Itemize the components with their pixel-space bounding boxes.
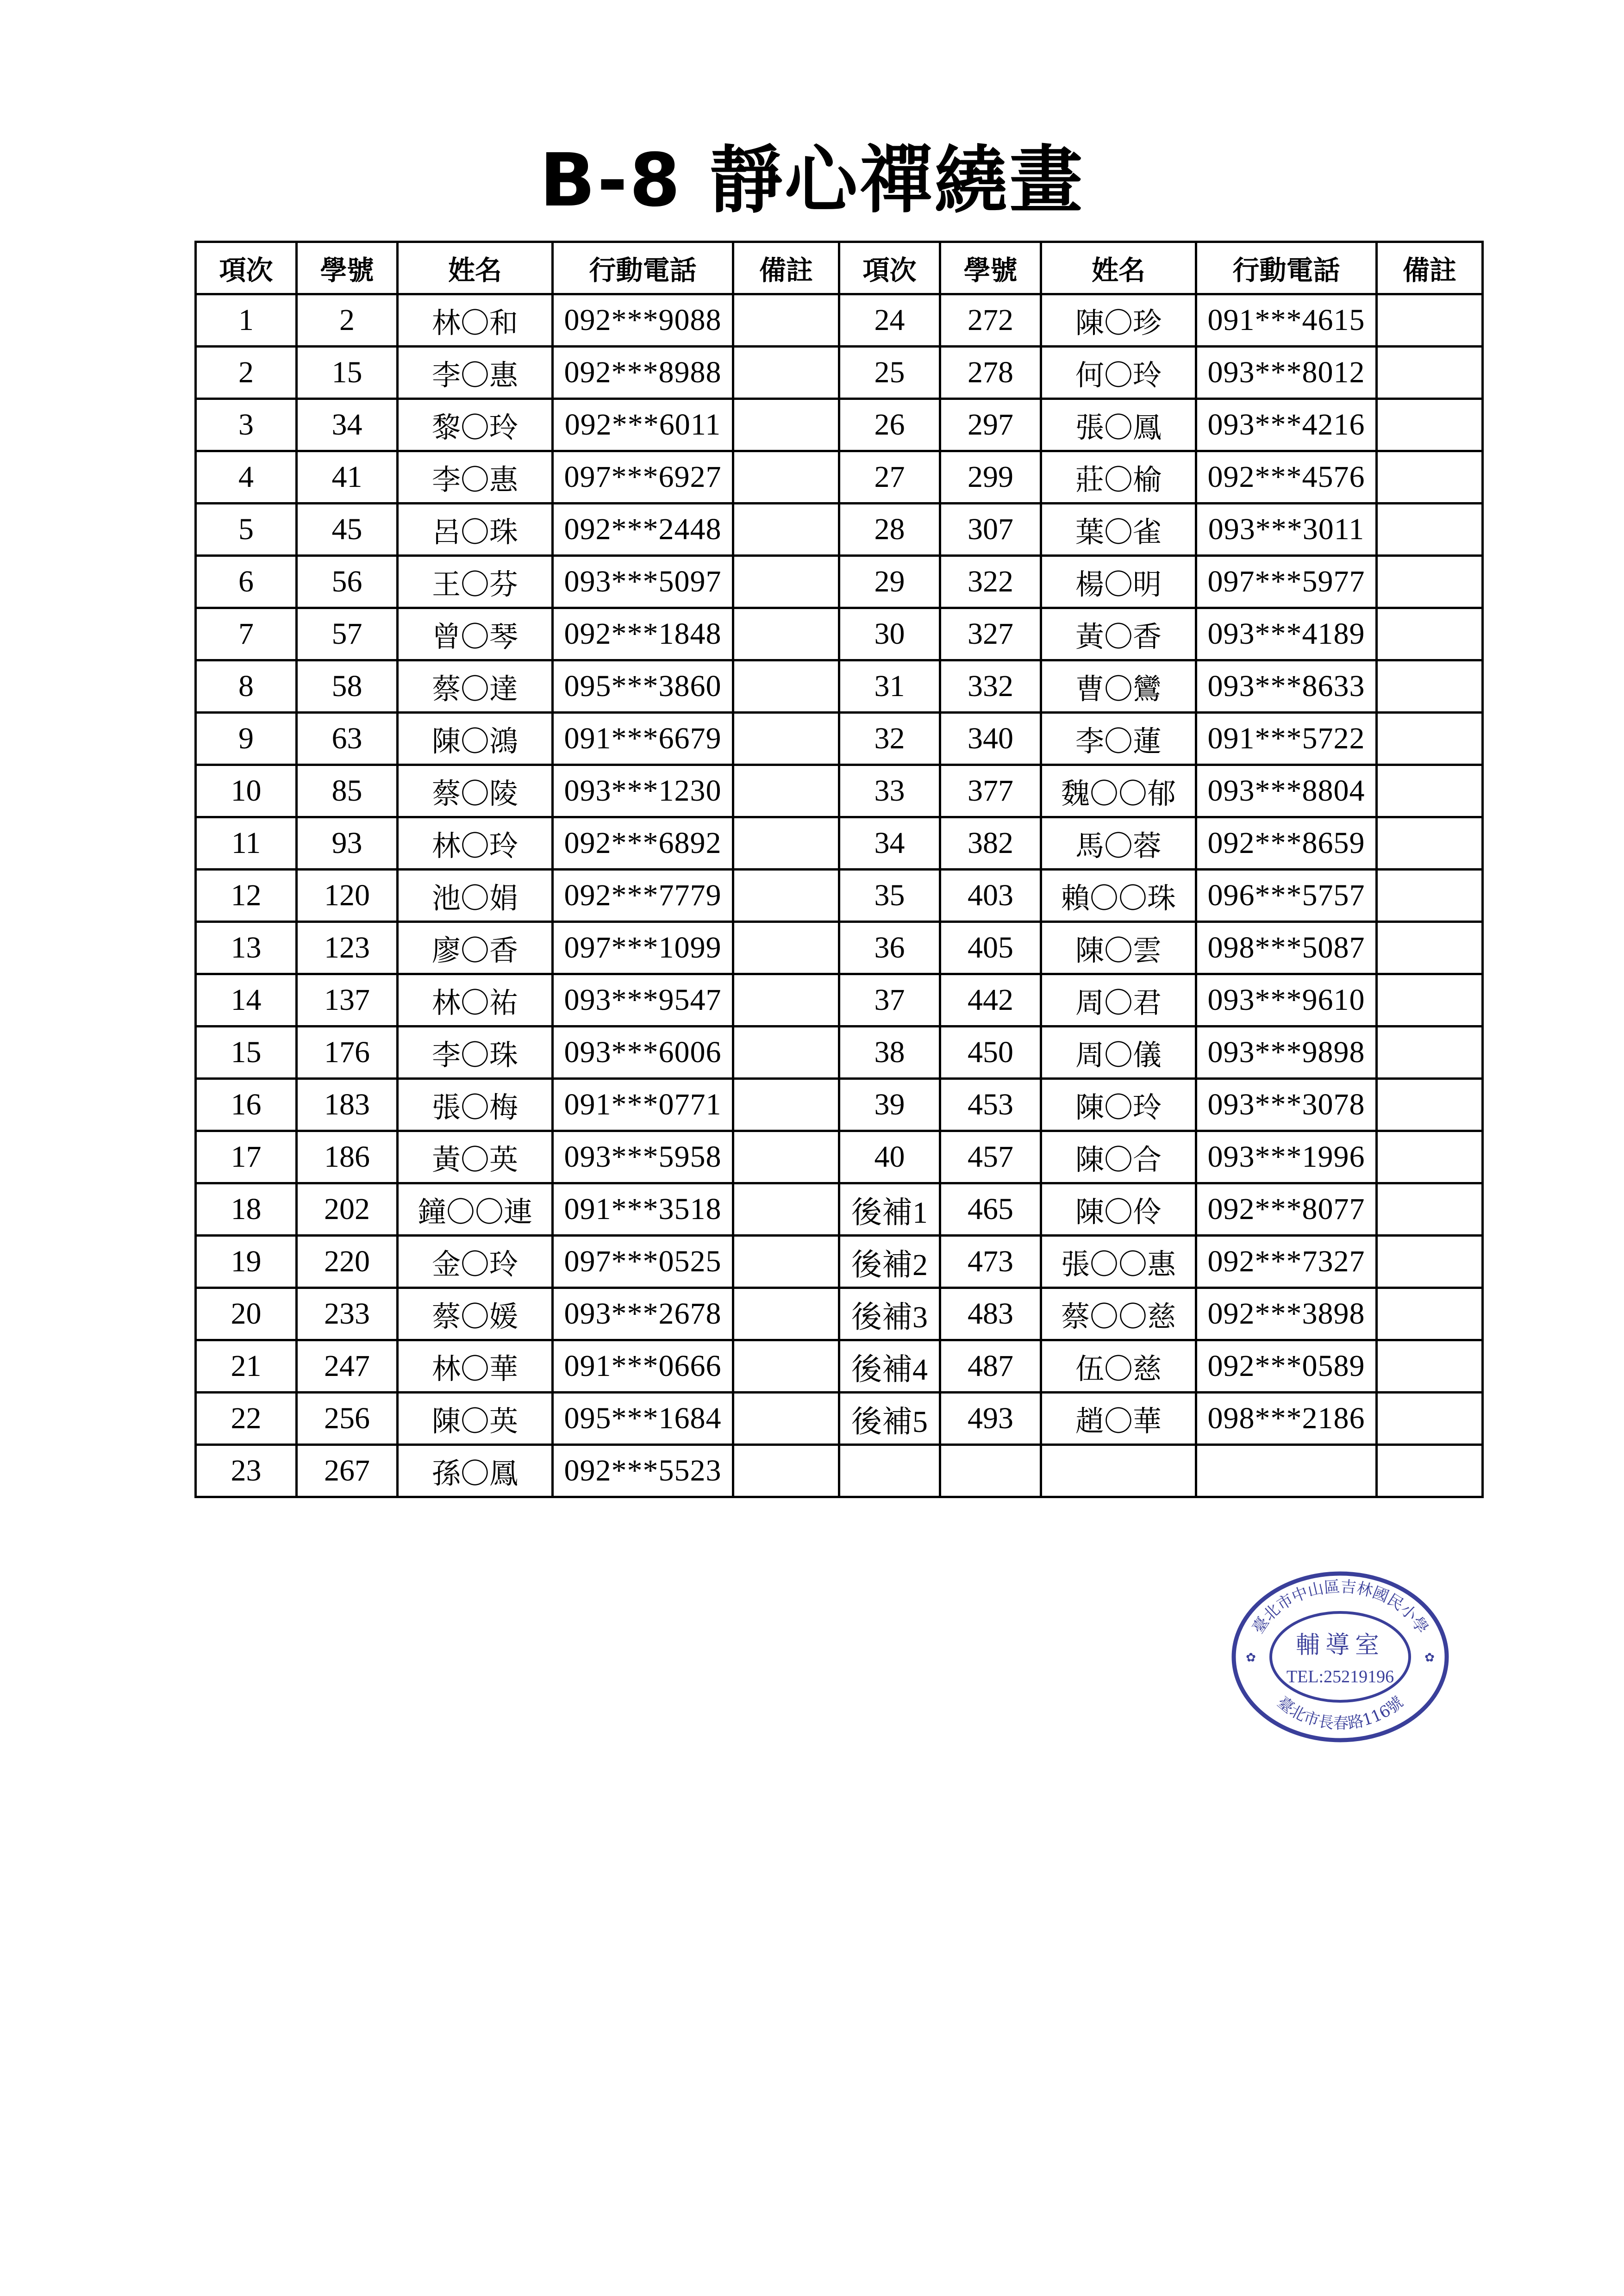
right-student-name-cell: 陳〇合 bbox=[1041, 1131, 1196, 1183]
right-remarks-cell bbox=[1377, 451, 1483, 504]
left-student-id-cell: 34 bbox=[297, 399, 398, 451]
right-student-name-cell: 趙〇華 bbox=[1041, 1393, 1196, 1445]
left-student-id-cell: 63 bbox=[297, 713, 398, 765]
right-item-number-cell: 30 bbox=[839, 608, 940, 660]
right-student-name-cell: 葉〇雀 bbox=[1041, 504, 1196, 556]
left-mobile-phone-cell: 092***9088 bbox=[553, 294, 733, 347]
left-student-name-cell: 孫〇鳳 bbox=[398, 1445, 553, 1497]
right-item-number-cell: 33 bbox=[839, 765, 940, 817]
right-student-name-cell: 蔡〇〇慈 bbox=[1041, 1288, 1196, 1340]
table-row bbox=[196, 765, 1483, 817]
right-mobile-phone-cell: 093***1996 bbox=[1196, 1131, 1377, 1183]
left-student-id-cell: 186 bbox=[297, 1131, 398, 1183]
right-student-name-cell: 魏〇〇郁 bbox=[1041, 765, 1196, 817]
left-item-number-cell: 6 bbox=[196, 556, 297, 608]
column-header: 行動電話 bbox=[553, 242, 733, 294]
right-remarks-cell bbox=[1377, 870, 1483, 922]
left-mobile-phone-cell: 091***0666 bbox=[553, 1340, 733, 1393]
right-item-number-cell: 後補5 bbox=[839, 1393, 940, 1445]
table-row bbox=[196, 713, 1483, 765]
right-mobile-phone-cell: 091***5722 bbox=[1196, 713, 1377, 765]
column-header: 行動電話 bbox=[1196, 242, 1377, 294]
roster-table bbox=[194, 241, 1484, 1498]
right-remarks-cell bbox=[1377, 504, 1483, 556]
table-row bbox=[196, 1079, 1483, 1131]
right-mobile-phone-cell: 093***8804 bbox=[1196, 765, 1377, 817]
right-remarks-cell bbox=[1377, 1236, 1483, 1288]
left-student-name-cell: 黃〇英 bbox=[398, 1131, 553, 1183]
right-remarks-cell bbox=[1377, 556, 1483, 608]
left-student-id-cell: 93 bbox=[297, 817, 398, 870]
right-remarks-cell bbox=[1377, 1183, 1483, 1236]
right-mobile-phone-cell: 093***8012 bbox=[1196, 347, 1377, 399]
left-remarks-cell bbox=[733, 608, 839, 660]
left-mobile-phone-cell: 092***6892 bbox=[553, 817, 733, 870]
left-student-name-cell: 林〇玲 bbox=[398, 817, 553, 870]
right-item-number-cell: 25 bbox=[839, 347, 940, 399]
right-mobile-phone-cell: 092***3898 bbox=[1196, 1288, 1377, 1340]
left-mobile-phone-cell: 091***3518 bbox=[553, 1183, 733, 1236]
right-item-number-cell: 後補2 bbox=[839, 1236, 940, 1288]
right-student-id-cell: 297 bbox=[940, 399, 1041, 451]
right-remarks-cell bbox=[1377, 660, 1483, 713]
right-mobile-phone-cell bbox=[1196, 1445, 1377, 1497]
table-row bbox=[196, 504, 1483, 556]
right-student-id-cell: 483 bbox=[940, 1288, 1041, 1340]
left-student-name-cell: 林〇和 bbox=[398, 294, 553, 347]
right-student-name-cell: 張〇〇惠 bbox=[1041, 1236, 1196, 1288]
right-remarks-cell bbox=[1377, 608, 1483, 660]
table-row bbox=[196, 1027, 1483, 1079]
right-mobile-phone-cell: 093***8633 bbox=[1196, 660, 1377, 713]
left-mobile-phone-cell: 092***6011 bbox=[553, 399, 733, 451]
left-student-name-cell: 王〇芬 bbox=[398, 556, 553, 608]
left-item-number-cell: 11 bbox=[196, 817, 297, 870]
column-header: 學號 bbox=[297, 242, 398, 294]
right-remarks-cell bbox=[1377, 974, 1483, 1027]
left-student-id-cell: 267 bbox=[297, 1445, 398, 1497]
school-seal-stamp bbox=[1227, 1569, 1454, 1745]
right-remarks-cell bbox=[1377, 1393, 1483, 1445]
right-mobile-phone-cell: 093***3011 bbox=[1196, 504, 1377, 556]
left-mobile-phone-cell: 097***0525 bbox=[553, 1236, 733, 1288]
right-mobile-phone-cell: 093***3078 bbox=[1196, 1079, 1377, 1131]
column-header: 姓名 bbox=[398, 242, 553, 294]
right-student-name-cell: 莊〇榆 bbox=[1041, 451, 1196, 504]
left-item-number-cell: 12 bbox=[196, 870, 297, 922]
right-student-name-cell bbox=[1041, 1445, 1196, 1497]
left-mobile-phone-cell: 093***9547 bbox=[553, 974, 733, 1027]
left-mobile-phone-cell: 095***3860 bbox=[553, 660, 733, 713]
table-row bbox=[196, 1445, 1483, 1497]
left-remarks-cell bbox=[733, 451, 839, 504]
left-remarks-cell bbox=[733, 1445, 839, 1497]
right-mobile-phone-cell: 097***5977 bbox=[1196, 556, 1377, 608]
left-student-name-cell: 池〇娟 bbox=[398, 870, 553, 922]
right-item-number-cell: 後補3 bbox=[839, 1288, 940, 1340]
left-student-id-cell: 220 bbox=[297, 1236, 398, 1288]
right-mobile-phone-cell: 092***0589 bbox=[1196, 1340, 1377, 1393]
left-remarks-cell bbox=[733, 1236, 839, 1288]
right-student-id-cell: 340 bbox=[940, 713, 1041, 765]
left-student-name-cell: 呂〇珠 bbox=[398, 504, 553, 556]
right-student-id-cell bbox=[940, 1445, 1041, 1497]
right-item-number-cell: 後補4 bbox=[839, 1340, 940, 1393]
table-row bbox=[196, 1393, 1483, 1445]
right-remarks-cell bbox=[1377, 399, 1483, 451]
left-student-id-cell: 15 bbox=[297, 347, 398, 399]
left-item-number-cell: 23 bbox=[196, 1445, 297, 1497]
left-student-id-cell: 137 bbox=[297, 974, 398, 1027]
right-item-number-cell: 37 bbox=[839, 974, 940, 1027]
right-mobile-phone-cell: 092***4576 bbox=[1196, 451, 1377, 504]
left-student-id-cell: 123 bbox=[297, 922, 398, 974]
left-item-number-cell: 20 bbox=[196, 1288, 297, 1340]
left-student-name-cell: 陳〇鴻 bbox=[398, 713, 553, 765]
left-student-id-cell: 85 bbox=[297, 765, 398, 817]
right-item-number-cell: 39 bbox=[839, 1079, 940, 1131]
left-mobile-phone-cell: 093***1230 bbox=[553, 765, 733, 817]
right-mobile-phone-cell: 093***9610 bbox=[1196, 974, 1377, 1027]
right-remarks-cell bbox=[1377, 1027, 1483, 1079]
table-row bbox=[196, 660, 1483, 713]
right-student-name-cell: 張〇鳳 bbox=[1041, 399, 1196, 451]
left-student-id-cell: 58 bbox=[297, 660, 398, 713]
right-item-number-cell: 24 bbox=[839, 294, 940, 347]
left-item-number-cell: 7 bbox=[196, 608, 297, 660]
right-student-id-cell: 457 bbox=[940, 1131, 1041, 1183]
right-student-id-cell: 450 bbox=[940, 1027, 1041, 1079]
right-item-number-cell: 27 bbox=[839, 451, 940, 504]
left-remarks-cell bbox=[733, 765, 839, 817]
left-mobile-phone-cell: 091***6679 bbox=[553, 713, 733, 765]
left-student-id-cell: 233 bbox=[297, 1288, 398, 1340]
right-student-id-cell: 307 bbox=[940, 504, 1041, 556]
left-item-number-cell: 21 bbox=[196, 1340, 297, 1393]
right-item-number-cell bbox=[839, 1445, 940, 1497]
right-item-number-cell: 35 bbox=[839, 870, 940, 922]
left-student-name-cell: 林〇華 bbox=[398, 1340, 553, 1393]
column-header: 項次 bbox=[839, 242, 940, 294]
right-student-id-cell: 405 bbox=[940, 922, 1041, 974]
left-remarks-cell bbox=[733, 1183, 839, 1236]
left-student-id-cell: 120 bbox=[297, 870, 398, 922]
right-student-id-cell: 442 bbox=[940, 974, 1041, 1027]
right-remarks-cell bbox=[1377, 1340, 1483, 1393]
left-student-name-cell: 李〇珠 bbox=[398, 1027, 553, 1079]
left-remarks-cell bbox=[733, 347, 839, 399]
left-mobile-phone-cell: 092***5523 bbox=[553, 1445, 733, 1497]
left-student-id-cell: 2 bbox=[297, 294, 398, 347]
left-student-name-cell: 鐘〇〇連 bbox=[398, 1183, 553, 1236]
right-student-id-cell: 322 bbox=[940, 556, 1041, 608]
left-student-id-cell: 41 bbox=[297, 451, 398, 504]
left-remarks-cell bbox=[733, 1131, 839, 1183]
left-mobile-phone-cell: 093***5958 bbox=[553, 1131, 733, 1183]
right-item-number-cell: 40 bbox=[839, 1131, 940, 1183]
left-student-name-cell: 張〇梅 bbox=[398, 1079, 553, 1131]
right-remarks-cell bbox=[1377, 817, 1483, 870]
left-remarks-cell bbox=[733, 294, 839, 347]
left-student-name-cell: 李〇惠 bbox=[398, 347, 553, 399]
left-remarks-cell bbox=[733, 1027, 839, 1079]
right-remarks-cell bbox=[1377, 1445, 1483, 1497]
column-header: 備註 bbox=[1377, 242, 1483, 294]
right-item-number-cell: 36 bbox=[839, 922, 940, 974]
seal-tel-text: TEL:25219196 bbox=[1286, 1667, 1394, 1686]
left-mobile-phone-cell: 092***8988 bbox=[553, 347, 733, 399]
right-mobile-phone-cell: 093***4189 bbox=[1196, 608, 1377, 660]
left-item-number-cell: 14 bbox=[196, 974, 297, 1027]
right-student-id-cell: 403 bbox=[940, 870, 1041, 922]
left-item-number-cell: 13 bbox=[196, 922, 297, 974]
right-mobile-phone-cell: 093***9898 bbox=[1196, 1027, 1377, 1079]
seal-star-left-icon: ✿ bbox=[1246, 1651, 1256, 1665]
table-row bbox=[196, 556, 1483, 608]
left-remarks-cell bbox=[733, 399, 839, 451]
left-item-number-cell: 16 bbox=[196, 1079, 297, 1131]
left-remarks-cell bbox=[733, 922, 839, 974]
table-row bbox=[196, 451, 1483, 504]
left-student-name-cell: 蔡〇陵 bbox=[398, 765, 553, 817]
right-student-id-cell: 487 bbox=[940, 1340, 1041, 1393]
right-item-number-cell: 後補1 bbox=[839, 1183, 940, 1236]
left-student-id-cell: 247 bbox=[297, 1340, 398, 1393]
left-remarks-cell bbox=[733, 974, 839, 1027]
right-student-id-cell: 493 bbox=[940, 1393, 1041, 1445]
left-item-number-cell: 4 bbox=[196, 451, 297, 504]
table-row bbox=[196, 294, 1483, 347]
right-remarks-cell bbox=[1377, 922, 1483, 974]
right-item-number-cell: 29 bbox=[839, 556, 940, 608]
right-student-id-cell: 278 bbox=[940, 347, 1041, 399]
table-row bbox=[196, 1236, 1483, 1288]
left-student-name-cell: 蔡〇媛 bbox=[398, 1288, 553, 1340]
right-remarks-cell bbox=[1377, 1131, 1483, 1183]
left-remarks-cell bbox=[733, 1288, 839, 1340]
left-item-number-cell: 15 bbox=[196, 1027, 297, 1079]
right-student-name-cell: 陳〇玲 bbox=[1041, 1079, 1196, 1131]
left-student-name-cell: 金〇玲 bbox=[398, 1236, 553, 1288]
table-row bbox=[196, 1288, 1483, 1340]
left-student-id-cell: 256 bbox=[297, 1393, 398, 1445]
right-student-name-cell: 馬〇蓉 bbox=[1041, 817, 1196, 870]
column-header: 姓名 bbox=[1041, 242, 1196, 294]
right-remarks-cell bbox=[1377, 713, 1483, 765]
left-item-number-cell: 8 bbox=[196, 660, 297, 713]
right-student-name-cell: 陳〇伶 bbox=[1041, 1183, 1196, 1236]
page-title: B-8 靜心禪繞畫 bbox=[539, 138, 1085, 223]
table-row bbox=[196, 817, 1483, 870]
right-mobile-phone-cell: 092***8659 bbox=[1196, 817, 1377, 870]
right-student-id-cell: 465 bbox=[940, 1183, 1041, 1236]
seal-star-right-icon: ✿ bbox=[1424, 1651, 1435, 1665]
right-student-name-cell: 楊〇明 bbox=[1041, 556, 1196, 608]
left-mobile-phone-cell: 097***6927 bbox=[553, 451, 733, 504]
left-student-name-cell: 蔡〇達 bbox=[398, 660, 553, 713]
left-item-number-cell: 18 bbox=[196, 1183, 297, 1236]
right-student-id-cell: 299 bbox=[940, 451, 1041, 504]
left-mobile-phone-cell: 091***0771 bbox=[553, 1079, 733, 1131]
left-student-id-cell: 56 bbox=[297, 556, 398, 608]
right-student-name-cell: 李〇蓮 bbox=[1041, 713, 1196, 765]
right-student-name-cell: 黃〇香 bbox=[1041, 608, 1196, 660]
right-mobile-phone-cell: 098***2186 bbox=[1196, 1393, 1377, 1445]
left-remarks-cell bbox=[733, 504, 839, 556]
table-row bbox=[196, 347, 1483, 399]
left-item-number-cell: 5 bbox=[196, 504, 297, 556]
left-remarks-cell bbox=[733, 713, 839, 765]
left-mobile-phone-cell: 093***5097 bbox=[553, 556, 733, 608]
right-student-id-cell: 332 bbox=[940, 660, 1041, 713]
column-header: 備註 bbox=[733, 242, 839, 294]
right-student-id-cell: 453 bbox=[940, 1079, 1041, 1131]
left-mobile-phone-cell: 093***6006 bbox=[553, 1027, 733, 1079]
left-remarks-cell bbox=[733, 1340, 839, 1393]
left-item-number-cell: 2 bbox=[196, 347, 297, 399]
right-student-name-cell: 陳〇雲 bbox=[1041, 922, 1196, 974]
left-student-id-cell: 57 bbox=[297, 608, 398, 660]
right-student-id-cell: 382 bbox=[940, 817, 1041, 870]
right-student-name-cell: 賴〇〇珠 bbox=[1041, 870, 1196, 922]
table-row bbox=[196, 922, 1483, 974]
right-student-id-cell: 272 bbox=[940, 294, 1041, 347]
left-student-id-cell: 183 bbox=[297, 1079, 398, 1131]
left-student-name-cell: 李〇惠 bbox=[398, 451, 553, 504]
left-mobile-phone-cell: 092***2448 bbox=[553, 504, 733, 556]
right-student-name-cell: 周〇儀 bbox=[1041, 1027, 1196, 1079]
left-item-number-cell: 19 bbox=[196, 1236, 297, 1288]
right-mobile-phone-cell: 091***4615 bbox=[1196, 294, 1377, 347]
right-remarks-cell bbox=[1377, 294, 1483, 347]
left-student-name-cell: 林〇祐 bbox=[398, 974, 553, 1027]
right-mobile-phone-cell: 092***7327 bbox=[1196, 1236, 1377, 1288]
right-student-id-cell: 377 bbox=[940, 765, 1041, 817]
left-remarks-cell bbox=[733, 870, 839, 922]
table-row bbox=[196, 1131, 1483, 1183]
right-item-number-cell: 32 bbox=[839, 713, 940, 765]
seal-center-text: 輔導室 bbox=[1295, 1631, 1385, 1659]
right-mobile-phone-cell: 092***8077 bbox=[1196, 1183, 1377, 1236]
right-remarks-cell bbox=[1377, 1288, 1483, 1340]
right-student-name-cell: 伍〇慈 bbox=[1041, 1340, 1196, 1393]
seal-lower-text: 臺北市長春路116號 bbox=[1274, 1693, 1407, 1733]
left-student-id-cell: 202 bbox=[297, 1183, 398, 1236]
left-remarks-cell bbox=[733, 817, 839, 870]
left-item-number-cell: 17 bbox=[196, 1131, 297, 1183]
right-item-number-cell: 34 bbox=[839, 817, 940, 870]
right-item-number-cell: 31 bbox=[839, 660, 940, 713]
right-student-id-cell: 473 bbox=[940, 1236, 1041, 1288]
column-header: 學號 bbox=[940, 242, 1041, 294]
right-student-id-cell: 327 bbox=[940, 608, 1041, 660]
right-student-name-cell: 曹〇鸞 bbox=[1041, 660, 1196, 713]
table-row bbox=[196, 608, 1483, 660]
right-mobile-phone-cell: 093***4216 bbox=[1196, 399, 1377, 451]
left-student-name-cell: 黎〇玲 bbox=[398, 399, 553, 451]
left-student-name-cell: 陳〇英 bbox=[398, 1393, 553, 1445]
table-row bbox=[196, 1183, 1483, 1236]
right-item-number-cell: 28 bbox=[839, 504, 940, 556]
table-row bbox=[196, 870, 1483, 922]
left-remarks-cell bbox=[733, 1079, 839, 1131]
right-student-name-cell: 周〇君 bbox=[1041, 974, 1196, 1027]
table-row bbox=[196, 1340, 1483, 1393]
header-row bbox=[196, 242, 1483, 294]
column-header: 項次 bbox=[196, 242, 297, 294]
right-student-name-cell: 何〇玲 bbox=[1041, 347, 1196, 399]
left-remarks-cell bbox=[733, 660, 839, 713]
left-mobile-phone-cell: 092***1848 bbox=[553, 608, 733, 660]
left-item-number-cell: 3 bbox=[196, 399, 297, 451]
left-mobile-phone-cell: 095***1684 bbox=[553, 1393, 733, 1445]
left-remarks-cell bbox=[733, 1393, 839, 1445]
left-student-id-cell: 45 bbox=[297, 504, 398, 556]
seal-upper-text: 臺北市中山區吉林國民小學 bbox=[1249, 1577, 1432, 1637]
left-remarks-cell bbox=[733, 556, 839, 608]
right-mobile-phone-cell: 098***5087 bbox=[1196, 922, 1377, 974]
right-remarks-cell bbox=[1377, 765, 1483, 817]
left-mobile-phone-cell: 092***7779 bbox=[553, 870, 733, 922]
right-remarks-cell bbox=[1377, 1079, 1483, 1131]
left-item-number-cell: 1 bbox=[196, 294, 297, 347]
left-student-name-cell: 曾〇琴 bbox=[398, 608, 553, 660]
right-mobile-phone-cell: 096***5757 bbox=[1196, 870, 1377, 922]
left-mobile-phone-cell: 093***2678 bbox=[553, 1288, 733, 1340]
table-row bbox=[196, 974, 1483, 1027]
right-student-name-cell: 陳〇珍 bbox=[1041, 294, 1196, 347]
left-item-number-cell: 9 bbox=[196, 713, 297, 765]
left-item-number-cell: 10 bbox=[196, 765, 297, 817]
table-row bbox=[196, 399, 1483, 451]
left-student-name-cell: 廖〇香 bbox=[398, 922, 553, 974]
right-item-number-cell: 26 bbox=[839, 399, 940, 451]
left-student-id-cell: 176 bbox=[297, 1027, 398, 1079]
right-item-number-cell: 38 bbox=[839, 1027, 940, 1079]
right-remarks-cell bbox=[1377, 347, 1483, 399]
left-item-number-cell: 22 bbox=[196, 1393, 297, 1445]
left-mobile-phone-cell: 097***1099 bbox=[553, 922, 733, 974]
